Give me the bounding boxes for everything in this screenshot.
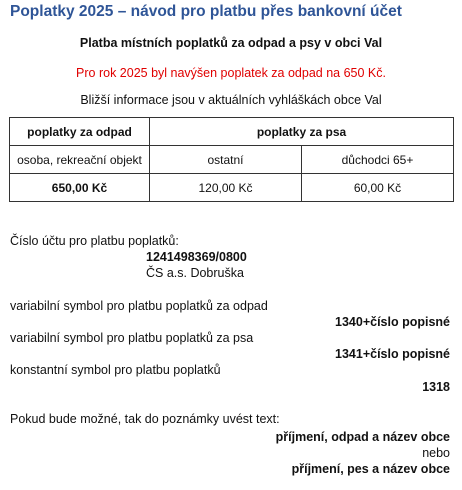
price-notice: Pro rok 2025 byl navýšen poplatek za odpad na 650 Kč. xyxy=(76,66,386,80)
val-duchodci: 60,00 Kč xyxy=(302,174,454,202)
page-title: Poplatky 2025 – návod pro platbu přes bankovní účet xyxy=(10,3,402,20)
sub-odpad: osoba, rekreační objekt xyxy=(10,146,150,174)
sub-duchodci: důchodci 65+ xyxy=(302,146,454,174)
table-row xyxy=(10,118,454,146)
bank-name: ČS a.s. Dobruška xyxy=(146,266,244,280)
account-label: Číslo účtu pro platbu poplatků: xyxy=(10,234,179,248)
ks-label: konstantní symbol pro platbu poplatků xyxy=(10,363,221,377)
sub-ostatni: ostatní xyxy=(150,146,302,174)
note-line-1: příjmení, odpad a název obce xyxy=(275,430,450,444)
val-ostatni: 120,00 Kč xyxy=(150,174,302,202)
subtitle: Platba místních poplatků za odpad a psy v obci Val xyxy=(79,36,383,50)
val-odpad: 650,00 Kč xyxy=(10,174,150,202)
fees-table xyxy=(9,117,454,202)
table-row xyxy=(10,146,454,174)
note-label: Pokud bude možné, tak do poznámky uvést text: xyxy=(10,412,280,426)
vs-odpad-value: 1340+číslo popisné xyxy=(335,315,450,329)
note-line-2: příjmení, pes a název obce xyxy=(291,462,450,476)
ks-value: 1318 xyxy=(422,380,450,394)
header-odpad: poplatky za odpad xyxy=(10,118,150,146)
vs-odpad-label: variabilní symbol pro platbu poplatků za odpad xyxy=(10,299,268,313)
table-row xyxy=(10,174,454,202)
note-or: nebo xyxy=(422,446,450,460)
account-number: 1241498369/0800 xyxy=(146,250,247,264)
vs-psi-label: variabilní symbol pro platbu poplatků za psa xyxy=(10,331,254,345)
info-text: Bližší informace jsou v aktuálních vyhláškách obce Val xyxy=(80,93,382,107)
header-psi: poplatky za psa xyxy=(150,118,454,146)
vs-psi-value: 1341+číslo popisné xyxy=(335,347,450,361)
